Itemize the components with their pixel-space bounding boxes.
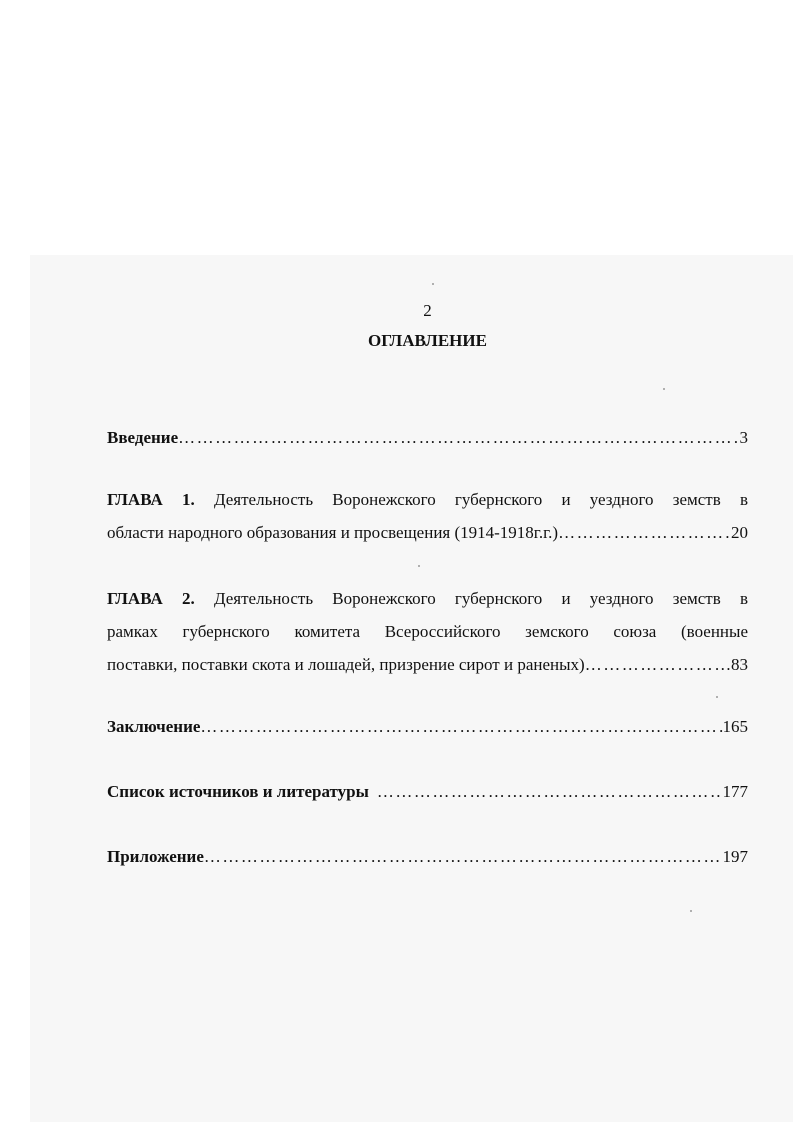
toc-line <box>107 654 748 676</box>
scan-speck <box>716 696 718 698</box>
toc-line <box>107 489 748 522</box>
toc-entry-page: 177 <box>722 782 748 801</box>
toc-line <box>107 522 748 544</box>
scan-speck <box>663 388 665 390</box>
chapter-title-line: Деятельность Воронежского губернского и уездного земств в <box>213 589 749 608</box>
chapter-title-line: поставки, поставки скота и лошадей, призрение сирот и раненых) <box>107 655 585 674</box>
toc-entry-conclusion <box>107 716 748 738</box>
toc-line <box>107 781 748 803</box>
chapter-label: ГЛАВА 2. <box>107 589 195 608</box>
toc-line <box>107 846 748 868</box>
toc-leader-dots <box>200 716 722 738</box>
toc-entry-sources <box>107 781 748 803</box>
toc-entry-page: 20 <box>731 523 748 542</box>
toc-line <box>107 716 748 738</box>
chapter-title-line: Деятельность Воронежского губернского и уездного земств в <box>213 490 749 509</box>
toc-leader-dots <box>204 846 723 868</box>
toc-entry-title: Введение <box>107 428 179 447</box>
toc-entry-title: Список источников и литературы <box>107 782 369 801</box>
toc-entry-page: 197 <box>722 847 748 866</box>
toc-line <box>107 427 748 449</box>
toc-entry-page: 83 <box>731 655 748 674</box>
toc-entry-page: 165 <box>722 717 748 736</box>
toc-entry-chapter-1 <box>107 489 748 544</box>
toc-entry-page: 3 <box>739 428 748 447</box>
toc-leader-dots <box>585 654 731 676</box>
chapter-title-line: области народного образования и просвещения (1914-1918г.г.) <box>107 523 559 542</box>
scan-speck <box>418 565 420 567</box>
toc-entry-chapter-2 <box>107 588 748 676</box>
toc-leader-dots <box>178 427 739 449</box>
scan-speck <box>432 283 434 285</box>
toc-entry-appendix <box>107 846 748 868</box>
chapter-title-line: рамках губернского комитета Всероссийского земского союза (военные <box>107 622 748 641</box>
toc-leader-dots <box>377 781 723 803</box>
chapter-label: ГЛАВА 1. <box>107 490 195 509</box>
scan-speck <box>690 910 692 912</box>
toc-entry-intro <box>107 427 748 449</box>
page-number: 2 <box>423 301 432 320</box>
scan-background <box>30 255 793 1122</box>
page-title: ОГЛАВЛЕНИЕ <box>368 331 487 350</box>
toc-entry-title: Приложение <box>107 847 204 866</box>
toc-leader-dots <box>558 522 731 544</box>
toc-line <box>107 588 748 621</box>
toc-entry-title: Заключение <box>107 717 201 736</box>
toc-line <box>107 621 748 654</box>
